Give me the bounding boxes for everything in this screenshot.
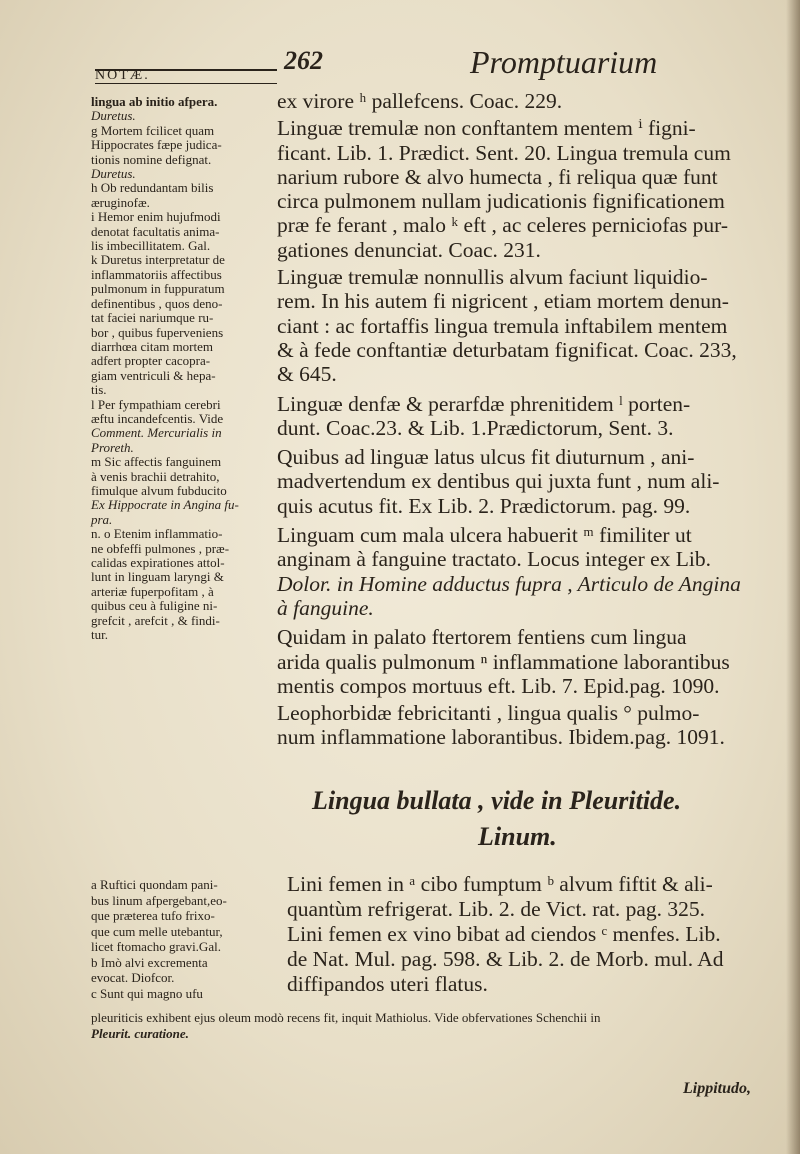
- note-line: Duretus.: [91, 166, 136, 182]
- note-line: calidas expirationes attol-: [91, 555, 225, 570]
- page-number: 262: [284, 46, 323, 75]
- note-line: h Ob redundantam bilis: [91, 180, 214, 196]
- note-line: tionis nomine defignat.: [91, 151, 212, 167]
- text-line: Dolor. in Homine adductus fupra , Articulo de Angina: [277, 571, 741, 596]
- note-line: æruginofæ.: [91, 194, 150, 210]
- note-line: licet ftomacho gravi.Gal.: [91, 939, 221, 954]
- note-line: inflammatoriis affectibus: [91, 266, 222, 282]
- footnote-continuation: [91, 1010, 601, 1042]
- heading-linum: Linum.: [478, 822, 557, 851]
- note-line: Comment. Mercurialis in: [91, 425, 222, 441]
- text-line: de Nat. Mul. pag. 598. & Lib. 2. de Morb. mul. Ad: [287, 947, 724, 971]
- note-line: n. o Etenim inflammatio-: [91, 526, 223, 542]
- note-line: tat faciei nariumque ru-: [91, 310, 214, 326]
- note-line: k Duretus interpretatur de: [91, 252, 225, 268]
- page-edge-shadow: [786, 0, 800, 1154]
- note-line: adfert propter cacopra-: [91, 353, 211, 369]
- linum-main-column: [287, 872, 782, 997]
- running-title: Promptuarium: [470, 44, 658, 80]
- text-line: Quibus ad linguæ latus ulcus fit diuturnum , ani-: [277, 445, 695, 470]
- text-line: Linguam cum mala ulcera habuerit ᵐ fimiliter ut: [277, 523, 692, 548]
- text-line: ex virore ʰ pallefcens. Coac. 229.: [277, 89, 563, 113]
- text-line: mentis compos mortuus eft. Lib. 7. Epid.pag. 1090.: [277, 673, 720, 698]
- text-line: anginam à fanguine tractato. Locus integer ex Lib.: [277, 547, 712, 572]
- catchword: Lippitudo,: [683, 1080, 752, 1097]
- notes-column: [91, 95, 276, 642]
- text-line: ciant : ac fortaffis lingua tremula inftabilem mentem: [277, 313, 728, 338]
- note-line: Hippocrates fæpe judica-: [91, 137, 222, 153]
- note-line: g Mortem fcilicet quam: [91, 122, 215, 138]
- text-line: & 645.: [277, 362, 337, 387]
- heading-lingua-bullata: Lingua bullata , vide in Pleuritide.: [312, 786, 682, 815]
- text-line: ficant. Lib. 1. Prædict. Sent. 20. Lingua tremula cum: [277, 140, 731, 165]
- text-line: quis acutus fit. Ex Lib. 2. Prædictorum. pag. 99.: [277, 493, 691, 518]
- text-line: præ fe ferant , malo ᵏ eft , ac celeres perniciofas pur-: [277, 213, 729, 238]
- footnote-line: Pleurit. curatione.: [91, 1026, 189, 1041]
- text-line: Linguæ denfæ & perarfdæ phrenitidem ˡ porten-: [277, 391, 691, 416]
- text-line: gationes denunciat. Coac. 231.: [277, 237, 541, 262]
- note-line: tur.: [91, 627, 108, 643]
- note-line: ne obfeffi pulmones , præ-: [91, 540, 230, 556]
- note-line: denotat facultatis anima-: [91, 223, 220, 239]
- text-line: Linguæ tremulæ nonnullis alvum faciunt liquidio-: [277, 265, 708, 290]
- note-line: giam ventriculi & hepa-: [91, 367, 216, 383]
- note-line: æftu incandefcentis. Vide: [91, 410, 224, 426]
- text-line: madvertendum ex dentibus qui juxta funt , num ali-: [277, 469, 720, 494]
- note-line: quibus ceu à fuligine ni-: [91, 598, 218, 614]
- note-line: Duretus.: [91, 108, 136, 124]
- note-line: pulmonum in fuppuratum: [91, 281, 225, 297]
- note-line: bor , quibus fupervenіens: [91, 324, 224, 340]
- text-line: Leophorbidæ febricitanti , lingua qualis ° pulmo-: [277, 701, 700, 726]
- note-line: definentibus , quos deno-: [91, 295, 223, 311]
- text-line: num inflammatione laborantibus. Ibidem.pag. 1091.: [277, 725, 725, 750]
- note-line: m Sic affectis fanguinem: [91, 454, 222, 470]
- footnote-line: pleuriticis exhibent ejus oleum modò recens fit, inquit Mathiolus. Vide obfervationes Schenchii in: [91, 1010, 601, 1025]
- text-line: Quidam in palato ftertorem fentiens cum lingua: [277, 625, 687, 650]
- text-line: rem. In his autem fi nigricent , etiam mortem denun-: [277, 289, 729, 314]
- text-line: narium rubore & alvo humecta , fi reliqua quæ funt: [277, 164, 718, 189]
- text-line: Lini femen in ᵃ cibo fumptum ᵇ alvum fiftit & ali-: [287, 872, 713, 896]
- note-line: arteriæ fuperpofitam , à: [91, 583, 214, 599]
- note-line: a Ruftici quondam pani-: [91, 877, 218, 892]
- note-line: Ex Hippocrate in Angina fu-: [91, 497, 239, 513]
- main-column: [277, 89, 782, 750]
- text-line: circa pulmonem nullam judicationis fignificationem: [277, 189, 725, 214]
- note-line: lis imbecillitatem. Gal.: [91, 238, 211, 254]
- linum-notes-column: [91, 877, 276, 1001]
- note-line: c Sunt qui magno ufu: [91, 985, 203, 1001]
- note-line: b Imò alvi excrementa: [91, 954, 208, 970]
- note-line: que cum melle utebantur,: [91, 923, 223, 939]
- text-line: quantùm refrigerat. Lib. 2. de Vict. rat. pag. 325.: [287, 897, 706, 921]
- text-line: Linguæ tremulæ non conftantem mentem ⁱ figni-: [277, 116, 696, 141]
- text-line: Lini femen ex vino bibat ad ciendos ᶜ menfes. Lib.: [287, 922, 721, 946]
- note-line: bus linum afpergebant,eo-: [91, 892, 227, 908]
- note-line: Proreth.: [91, 439, 134, 455]
- note-line: l Per fympathiam cerebri: [91, 396, 221, 412]
- text-line: diffipandos uteri flatus.: [287, 972, 488, 996]
- note-line: evocat. Diofcor.: [91, 970, 175, 985]
- text-line: arida qualis pulmonum ⁿ inflammatione laborantibus: [277, 649, 730, 674]
- header-rule-right: [95, 83, 277, 84]
- text-line: & à fede conftantiæ deturbatam fignificat. Coac. 233,: [277, 337, 737, 362]
- note-line: fimulque alvum fubducito: [91, 482, 227, 498]
- note-line: diarrhœa citam mortem: [91, 338, 214, 354]
- note-line: i Hemor enim hujufmodi: [91, 209, 221, 225]
- text-line: dunt. Coac.23. & Lib. 1.Prædictorum, Sent. 3.: [277, 415, 674, 440]
- text-line: à fanguine.: [277, 595, 374, 620]
- note-line: grefcit , arefcit , & findi-: [91, 612, 220, 628]
- notae-label: NOTÆ.: [95, 68, 150, 83]
- note-line: lingua ab initio afpera.: [91, 94, 218, 109]
- note-line: lunt in linguam laryngi &: [91, 569, 224, 585]
- note-line: à venis brachii detrahito,: [91, 468, 220, 484]
- note-line: pra.: [91, 511, 113, 527]
- note-line: que præterea tufo frixo-: [91, 908, 215, 923]
- note-line: tis.: [91, 382, 107, 398]
